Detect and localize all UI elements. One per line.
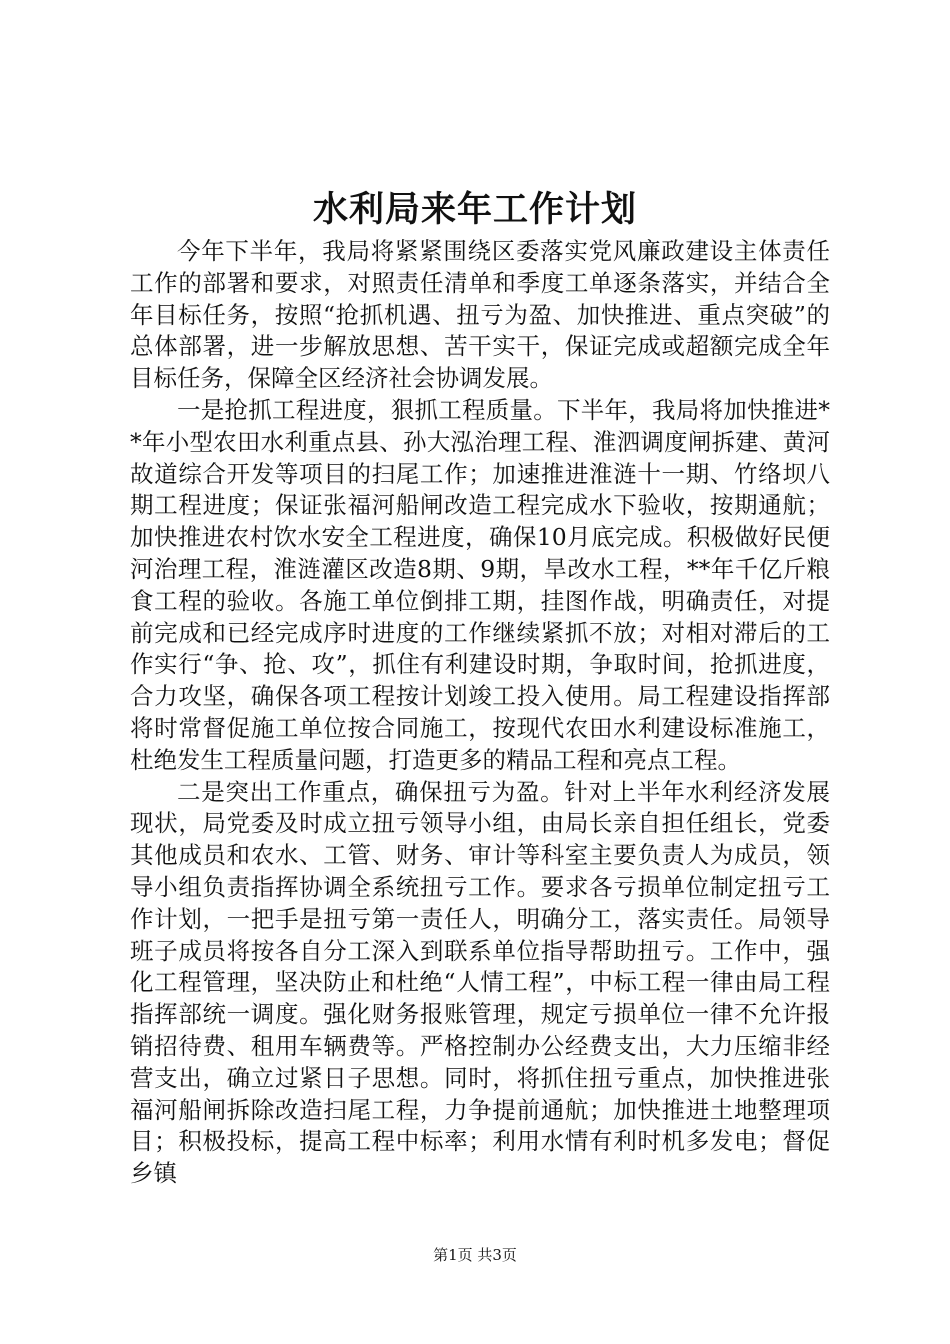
paragraph-one: 一是抢抓工程进度，狠抓工程质量。下半年，我局将加快推进**年小型农田水利重点县、孙大泓治理工程、淮泗调度闸拆建、黄河故道综合开发等项目的扫尾工作；加速推进淮涟十一期、竹络坝八期工程进度；保证张福河船闸改造工程完成水下验收，按期通航；加快推进农村饮水安全工程进度，确保10月底完成。积极做好民便河治理工程，淮涟灌区改造8期、9期，旱改水工程，**年千亿斤粮食工程的验收。各施工单位倒排工期，挂图作战，明确责任，对提前完成和已经完成序时进度的工作继续紧抓不放；对相对滞后的工作实行“争、抢、攻”，抓住有利建设时期，争取时间，抢抓进度，合力攻坚，确保各项工程按计划竣工投入使用。局工程建设指挥部将时常督促施工单位按合同施工，按现代农田水利建设标准施工，杜绝发生工程质量问题，打造更多的精品工程和亮点工程。 [130,395,830,774]
paragraph-two: 二是突出工作重点，确保扭亏为盈。针对上半年水利经济发展现状，局党委及时成立扭亏领导小组，由局长亲自担任组长，党委其他成员和农水、工管、财务、审计等科室主要负责人为成员，领导小组负责指挥协调全系统扭亏工作。要求各亏损单位制定扭亏工作计划，一把手是扭亏第一责任人，明确分工，落实责任。局领导班子成员将按各自分工深入到联系单位指导帮助扭亏。工作中，强化工程管理，坚决防止和杜绝“人情工程”，中标工程一律由局工程指挥部统一调度。强化财务报账管理，规定亏损单位一律不允许报销招待费、租用车辆费等。严格控制办公经费支出，大力压缩非经营支出，确立过紧日子思想。同时，将抓住扭亏重点，加快推进张福河船闸拆除改造扫尾工程，力争提前通航；加快推进土地整理项目；积极投标，提高工程中标率；利用水情有利时机多发电；督促乡镇 [130,777,830,1188]
document-body [130,236,830,1190]
page-footer: 第1页 共3页 [433,1246,517,1264]
paragraph-intro: 今年下半年，我局将紧紧围绕区委落实党风廉政建设主体责任工作的部署和要求，对照责任清单和季度工单逐条落实，并结合全年目标任务，按照“抢抓机遇、扭亏为盈、加快推进、重点突破”的总体部署，进一步解放思想、苦干实干，保证完成或超额完成全年目标任务，保障全区经济社会协调发展。 [130,237,830,393]
document-title: 水利局来年工作计划 [312,189,637,230]
